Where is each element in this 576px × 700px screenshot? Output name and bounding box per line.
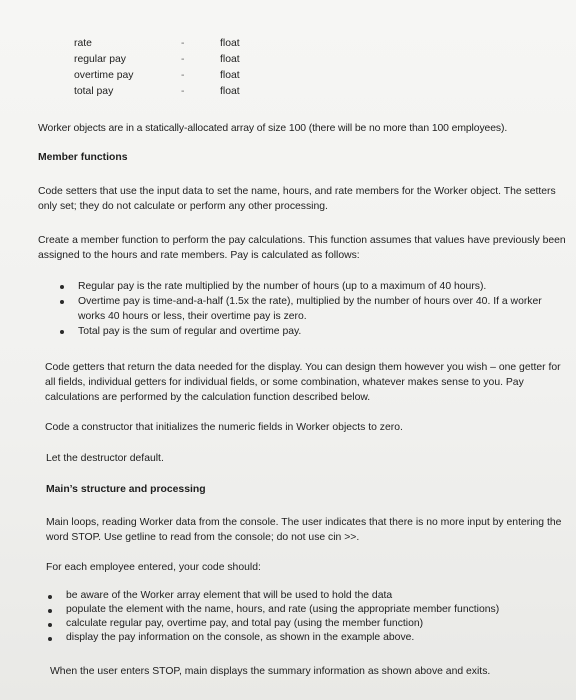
bullet-icon xyxy=(60,285,64,289)
field-type: float xyxy=(220,38,240,49)
list-item xyxy=(45,617,573,631)
field-type: float xyxy=(220,86,240,97)
constructor-paragraph: Code a constructor that initializes the numeric fields in Worker objects to zero. xyxy=(45,422,403,433)
bullet-icon xyxy=(48,609,52,613)
field-name: regular pay xyxy=(74,54,126,65)
list-item-text: Overtime pay is time-and-a-half (1.5x the rate), multiplied by the number of hours over 40. If a worker works 40 hours or less, their overtime pay is zero. xyxy=(78,296,542,322)
bullet-icon xyxy=(48,595,52,599)
field-type: float xyxy=(220,54,240,65)
bullet-icon xyxy=(60,330,64,334)
calc-intro-paragraph: Create a member function to perform the pay calculations. This function assumes that values have previously been assigned to the hours and rate members. Pay is calculated as follows: xyxy=(38,235,566,261)
bullet-icon xyxy=(60,300,64,304)
field-dash: - xyxy=(181,54,185,65)
bullet-icon xyxy=(48,623,52,627)
setters-paragraph: Code setters that use the input data to set the name, hours, and rate members for the Worker object. The setters only set; they do not calculate or perform any other processing. xyxy=(38,186,556,212)
list-item-text: Total pay is the sum of regular and overtime pay. xyxy=(78,326,302,337)
list-item-text: be aware of the Worker array element that will be used to hold the data xyxy=(66,590,393,601)
stop-paragraph: When the user enters STOP, main displays the summary information as shown above and exits. xyxy=(50,666,491,677)
list-item-text: Regular pay is the rate multiplied by the number of hours (up to a maximum of 40 hours). xyxy=(78,281,487,292)
list-item xyxy=(57,324,571,339)
each-employee-intro: For each employee entered, your code should: xyxy=(46,562,261,573)
list-item xyxy=(45,631,573,645)
field-dash: - xyxy=(181,70,185,81)
list-item xyxy=(57,279,571,294)
field-name: rate xyxy=(74,38,92,49)
member-functions-heading: Member functions xyxy=(38,152,128,163)
field-row-total-pay xyxy=(0,84,576,99)
field-name: overtime pay xyxy=(74,70,134,81)
list-item xyxy=(45,589,573,603)
worker-array-note: Worker objects are in a statically-allocated array of size 100 (there will be no more than 100 employees). xyxy=(38,123,508,134)
destructor-paragraph: Let the destructor default. xyxy=(46,453,164,464)
main-loop-paragraph: Main loops, reading Worker data from the console. The user indicates that there is no more input by entering the word STOP. Use getline to read from the console; do not use cin >>. xyxy=(46,517,562,543)
field-row-regular-pay xyxy=(0,52,576,67)
bullet-icon xyxy=(48,637,52,641)
list-item-text: display the pay information on the console, as shown in the example above. xyxy=(66,632,415,643)
field-dash: - xyxy=(181,38,185,49)
field-row-rate xyxy=(0,36,576,51)
list-item xyxy=(57,294,571,324)
each-employee-list xyxy=(45,589,573,645)
field-row-overtime-pay xyxy=(0,68,576,83)
list-item-text: calculate regular pay, overtime pay, and total pay (using the member function) xyxy=(66,618,424,629)
list-item-text: populate the element with the name, hours, and rate (using the appropriate member functions) xyxy=(66,604,500,615)
list-item xyxy=(45,603,573,617)
field-type: float xyxy=(220,70,240,81)
field-name: total pay xyxy=(74,86,114,97)
calc-rules-list xyxy=(57,279,571,339)
field-dash: - xyxy=(181,86,185,97)
main-section-heading: Main’s structure and processing xyxy=(46,484,206,495)
getters-paragraph: Code getters that return the data needed for the display. You can design them however you wish – one getter for all fields, individual getters for individual fields, or some combination, whatever makes sense to you. Pay calculations are performed by the calculation function described below. xyxy=(45,362,561,403)
